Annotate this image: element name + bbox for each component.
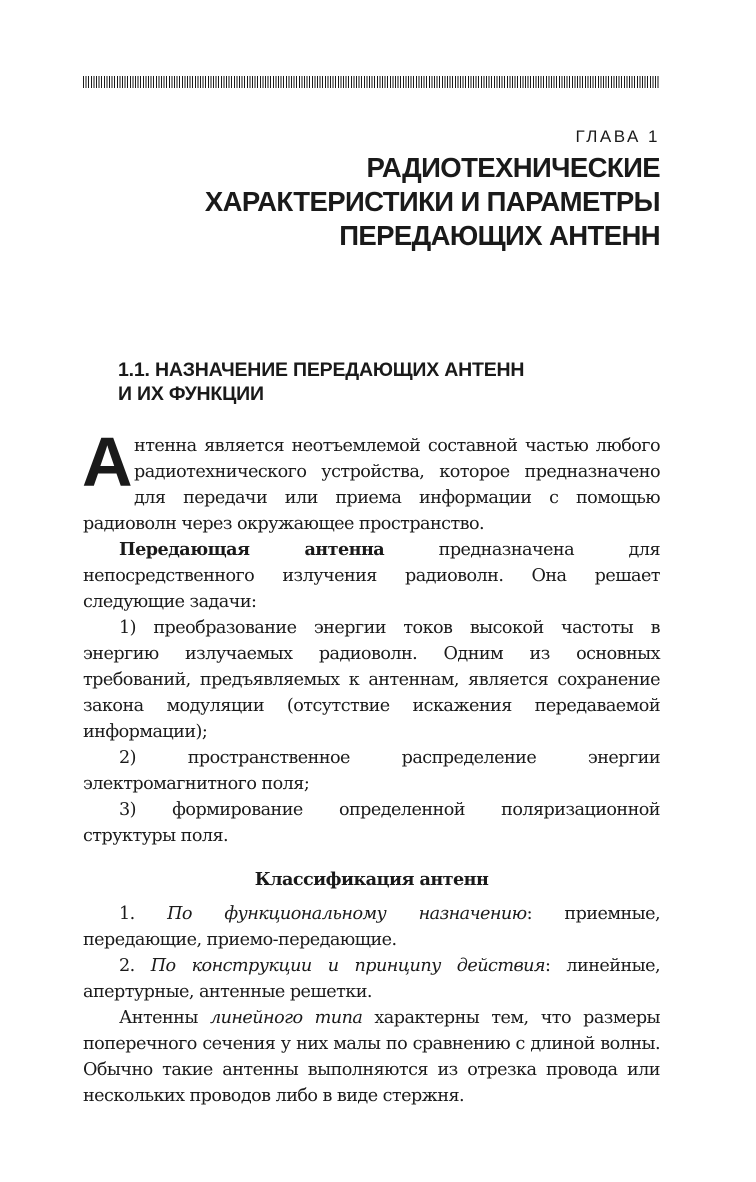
chapter-header	[100, 127, 660, 253]
task-item: 1) преобразование энергии токов высокой частоты в энергию излучаемых радиоволн. Одним из основных требований, предъявляемых к антеннам, является сохранение закона модуляции (отсутствие искажения передаваемой информации);	[83, 618, 660, 742]
body-text	[82, 423, 661, 1109]
linear-text-after: характерны тем, что размеры поперечного сечения у них малы по сравнению с длиной волны. Обычно такие антенны выполняются из отрезка провода или нескольких проводов либо в виде стержня.	[83, 1008, 661, 1106]
classification-heading: Классификация антенн	[254, 869, 489, 890]
classification-criterion: По функциональному назначению	[167, 904, 527, 924]
chapter-title-line: ПЕРЕДАЮЩИХ АНТЕНН	[339, 220, 660, 251]
term-transmitting-antenna: Передающая антенна	[119, 539, 385, 560]
classification-criterion: По конструкции и принципу действия	[150, 956, 546, 976]
classification-number: 2.	[119, 956, 151, 976]
classification-item	[83, 953, 660, 1005]
classification-item	[83, 901, 660, 953]
classification-values: : линейные, апертурные, антенные решетки.	[83, 956, 660, 1002]
linear-antenna-paragraph	[83, 1005, 660, 1109]
intro-paragraph	[82, 423, 660, 537]
section-heading	[118, 358, 658, 406]
section-heading-line: 1.1. НАЗНАЧЕНИЕ ПЕРЕДАЮЩИХ АНТЕНН	[118, 359, 525, 381]
task-item: 2) пространственное распределение энергии электромагнитного поля;	[83, 748, 660, 794]
chapter-label: ГЛАВА 1	[575, 127, 660, 146]
linear-text-before: Антенны	[119, 1008, 210, 1028]
tasks-paragraph-text: предназначена для непосредственного излучения радиоволн. Она решает следующие задачи:	[83, 540, 660, 612]
tasks-paragraph	[83, 537, 660, 615]
intro-text: нтенна является неотъемлемой составной частью любого радиотехнического устройства, которое предназначено для передачи или приема информации с помощью радиоволн через окружающее пространство.	[83, 436, 660, 534]
task-item: 3) формирование определенной поляризационной структуры поля.	[83, 800, 660, 846]
header-rule	[83, 76, 660, 88]
section-heading-line: И ИХ ФУНКЦИИ	[118, 383, 264, 405]
chapter-title-line: ХАРАКТЕРИСТИКИ И ПАРАМЕТРЫ	[204, 186, 660, 217]
term-linear-type: линейного типа	[209, 1008, 363, 1028]
chapter-title-line: РАДИОТЕХНИЧЕСКИЕ	[366, 152, 660, 183]
classification-number: 1.	[119, 904, 168, 924]
chapter-title	[100, 151, 660, 253]
classification-values: : приемные, передающие, приемо-передающие.	[83, 904, 660, 950]
drop-cap: А	[82, 423, 133, 501]
